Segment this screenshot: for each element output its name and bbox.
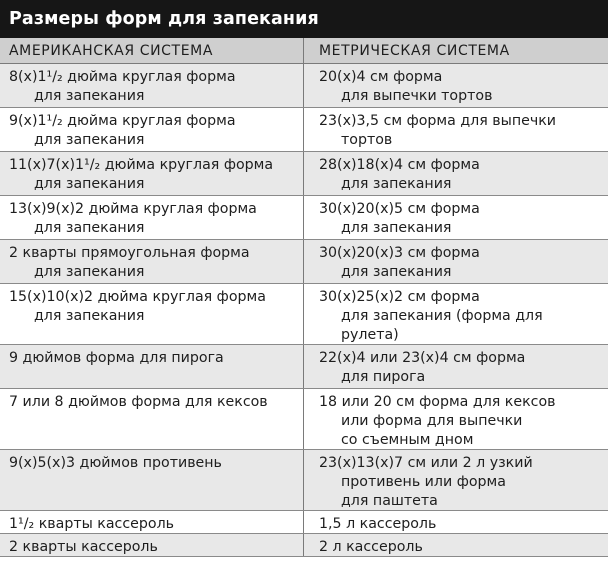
table-body bbox=[0, 64, 608, 557]
metric-size-line: 20(x)4 см форма bbox=[319, 69, 443, 85]
table-row bbox=[0, 450, 608, 511]
metric-size-line: для запекания bbox=[341, 176, 452, 192]
metric-size-cell bbox=[304, 196, 608, 239]
american-size-cell bbox=[0, 240, 304, 283]
metric-size-line: со съемным дном bbox=[341, 432, 474, 448]
american-size-cell bbox=[0, 284, 304, 344]
table-row bbox=[0, 534, 608, 557]
american-size-cell bbox=[0, 389, 304, 449]
metric-size-line: или форма для выпечки bbox=[341, 413, 523, 429]
table-row bbox=[0, 152, 608, 196]
american-size-line: 7 или 8 дюймов форма для кексов bbox=[9, 394, 268, 410]
american-size-line: 2 кварты кассероль bbox=[9, 539, 158, 555]
table-title: Размеры форм для запекания bbox=[0, 0, 608, 38]
american-size-line: 1¹/₂ кварты кассероль bbox=[9, 516, 175, 532]
american-size-cell bbox=[0, 196, 304, 239]
header-metric-system: МЕТРИЧЕСКАЯ СИСТЕМА bbox=[319, 43, 510, 59]
metric-size-line: тортов bbox=[341, 132, 393, 148]
american-size-line: для запекания bbox=[34, 220, 145, 236]
american-size-line: для запекания bbox=[34, 264, 145, 280]
metric-size-cell bbox=[304, 152, 608, 195]
american-size-line: 13(x)9(x)2 дюйма круглая форма bbox=[9, 201, 257, 217]
metric-size-line: 2 л кассероль bbox=[319, 539, 423, 555]
table-row bbox=[0, 389, 608, 450]
table-row bbox=[0, 108, 608, 152]
metric-size-line: для пирога bbox=[341, 369, 426, 385]
american-size-cell bbox=[0, 64, 304, 107]
american-size-cell bbox=[0, 345, 304, 388]
metric-size-line: противень или форма bbox=[341, 474, 506, 490]
table-row bbox=[0, 284, 608, 345]
metric-size-line: 22(x)4 или 23(x)4 см форма bbox=[319, 350, 526, 366]
metric-size-line: для выпечки тортов bbox=[341, 88, 493, 104]
metric-size-line: 23(x)3,5 см форма для выпечки bbox=[319, 113, 556, 129]
metric-size-line: 30(x)20(x)3 см форма bbox=[319, 245, 480, 261]
metric-size-line: 30(x)20(x)5 см форма bbox=[319, 201, 480, 217]
american-size-line: 11(x)7(x)1¹/₂ дюйма круглая форма bbox=[9, 157, 274, 173]
table-row bbox=[0, 511, 608, 534]
metric-size-line: рулета) bbox=[341, 327, 399, 343]
american-size-line: 9 дюймов форма для пирога bbox=[9, 350, 224, 366]
american-size-line: 9(x)1¹/₂ дюйма круглая форма bbox=[9, 113, 236, 129]
american-size-cell bbox=[0, 450, 304, 510]
table-row bbox=[0, 345, 608, 389]
metric-size-line: 18 или 20 см форма для кексов bbox=[319, 394, 556, 410]
metric-size-cell bbox=[304, 511, 608, 533]
metric-size-line: для паштета bbox=[341, 493, 438, 509]
metric-size-line: для запекания bbox=[341, 220, 452, 236]
metric-size-cell bbox=[304, 64, 608, 107]
header-american-system: АМЕРИКАНСКАЯ СИСТЕМА bbox=[0, 38, 304, 63]
table-row bbox=[0, 64, 608, 108]
american-size-line: для запекания bbox=[34, 176, 145, 192]
metric-size-cell bbox=[304, 240, 608, 283]
metric-size-line: 1,5 л кассероль bbox=[319, 516, 437, 532]
metric-size-line: 30(x)25(x)2 см форма bbox=[319, 289, 480, 305]
table-row bbox=[0, 240, 608, 284]
table-row bbox=[0, 196, 608, 240]
american-size-line: 2 кварты прямоугольная форма bbox=[9, 245, 250, 261]
american-size-cell bbox=[0, 511, 304, 533]
american-size-line: для запекания bbox=[34, 88, 145, 104]
metric-size-cell bbox=[304, 345, 608, 388]
metric-size-cell bbox=[304, 284, 608, 344]
american-size-line: для запекания bbox=[34, 132, 145, 148]
metric-size-cell bbox=[304, 450, 608, 510]
american-size-cell bbox=[0, 152, 304, 195]
metric-size-line: для запекания (форма для bbox=[341, 308, 543, 324]
metric-size-cell bbox=[304, 108, 608, 151]
metric-size-line: 23(x)13(x)7 см или 2 л узкий bbox=[319, 455, 533, 471]
american-size-cell bbox=[0, 534, 304, 556]
american-size-line: 9(x)5(x)3 дюймов противень bbox=[9, 455, 222, 471]
metric-size-cell bbox=[304, 534, 608, 556]
american-size-line: для запекания bbox=[34, 308, 145, 324]
metric-size-line: 28(x)18(x)4 см форма bbox=[319, 157, 480, 173]
metric-size-cell bbox=[304, 389, 608, 449]
american-size-line: 15(x)10(x)2 дюйма круглая форма bbox=[9, 289, 266, 305]
table-header-row bbox=[0, 38, 608, 64]
american-size-cell bbox=[0, 108, 304, 151]
american-size-line: 8(x)1¹/₂ дюйма круглая форма bbox=[9, 69, 236, 85]
metric-size-line: для запекания bbox=[341, 264, 452, 280]
